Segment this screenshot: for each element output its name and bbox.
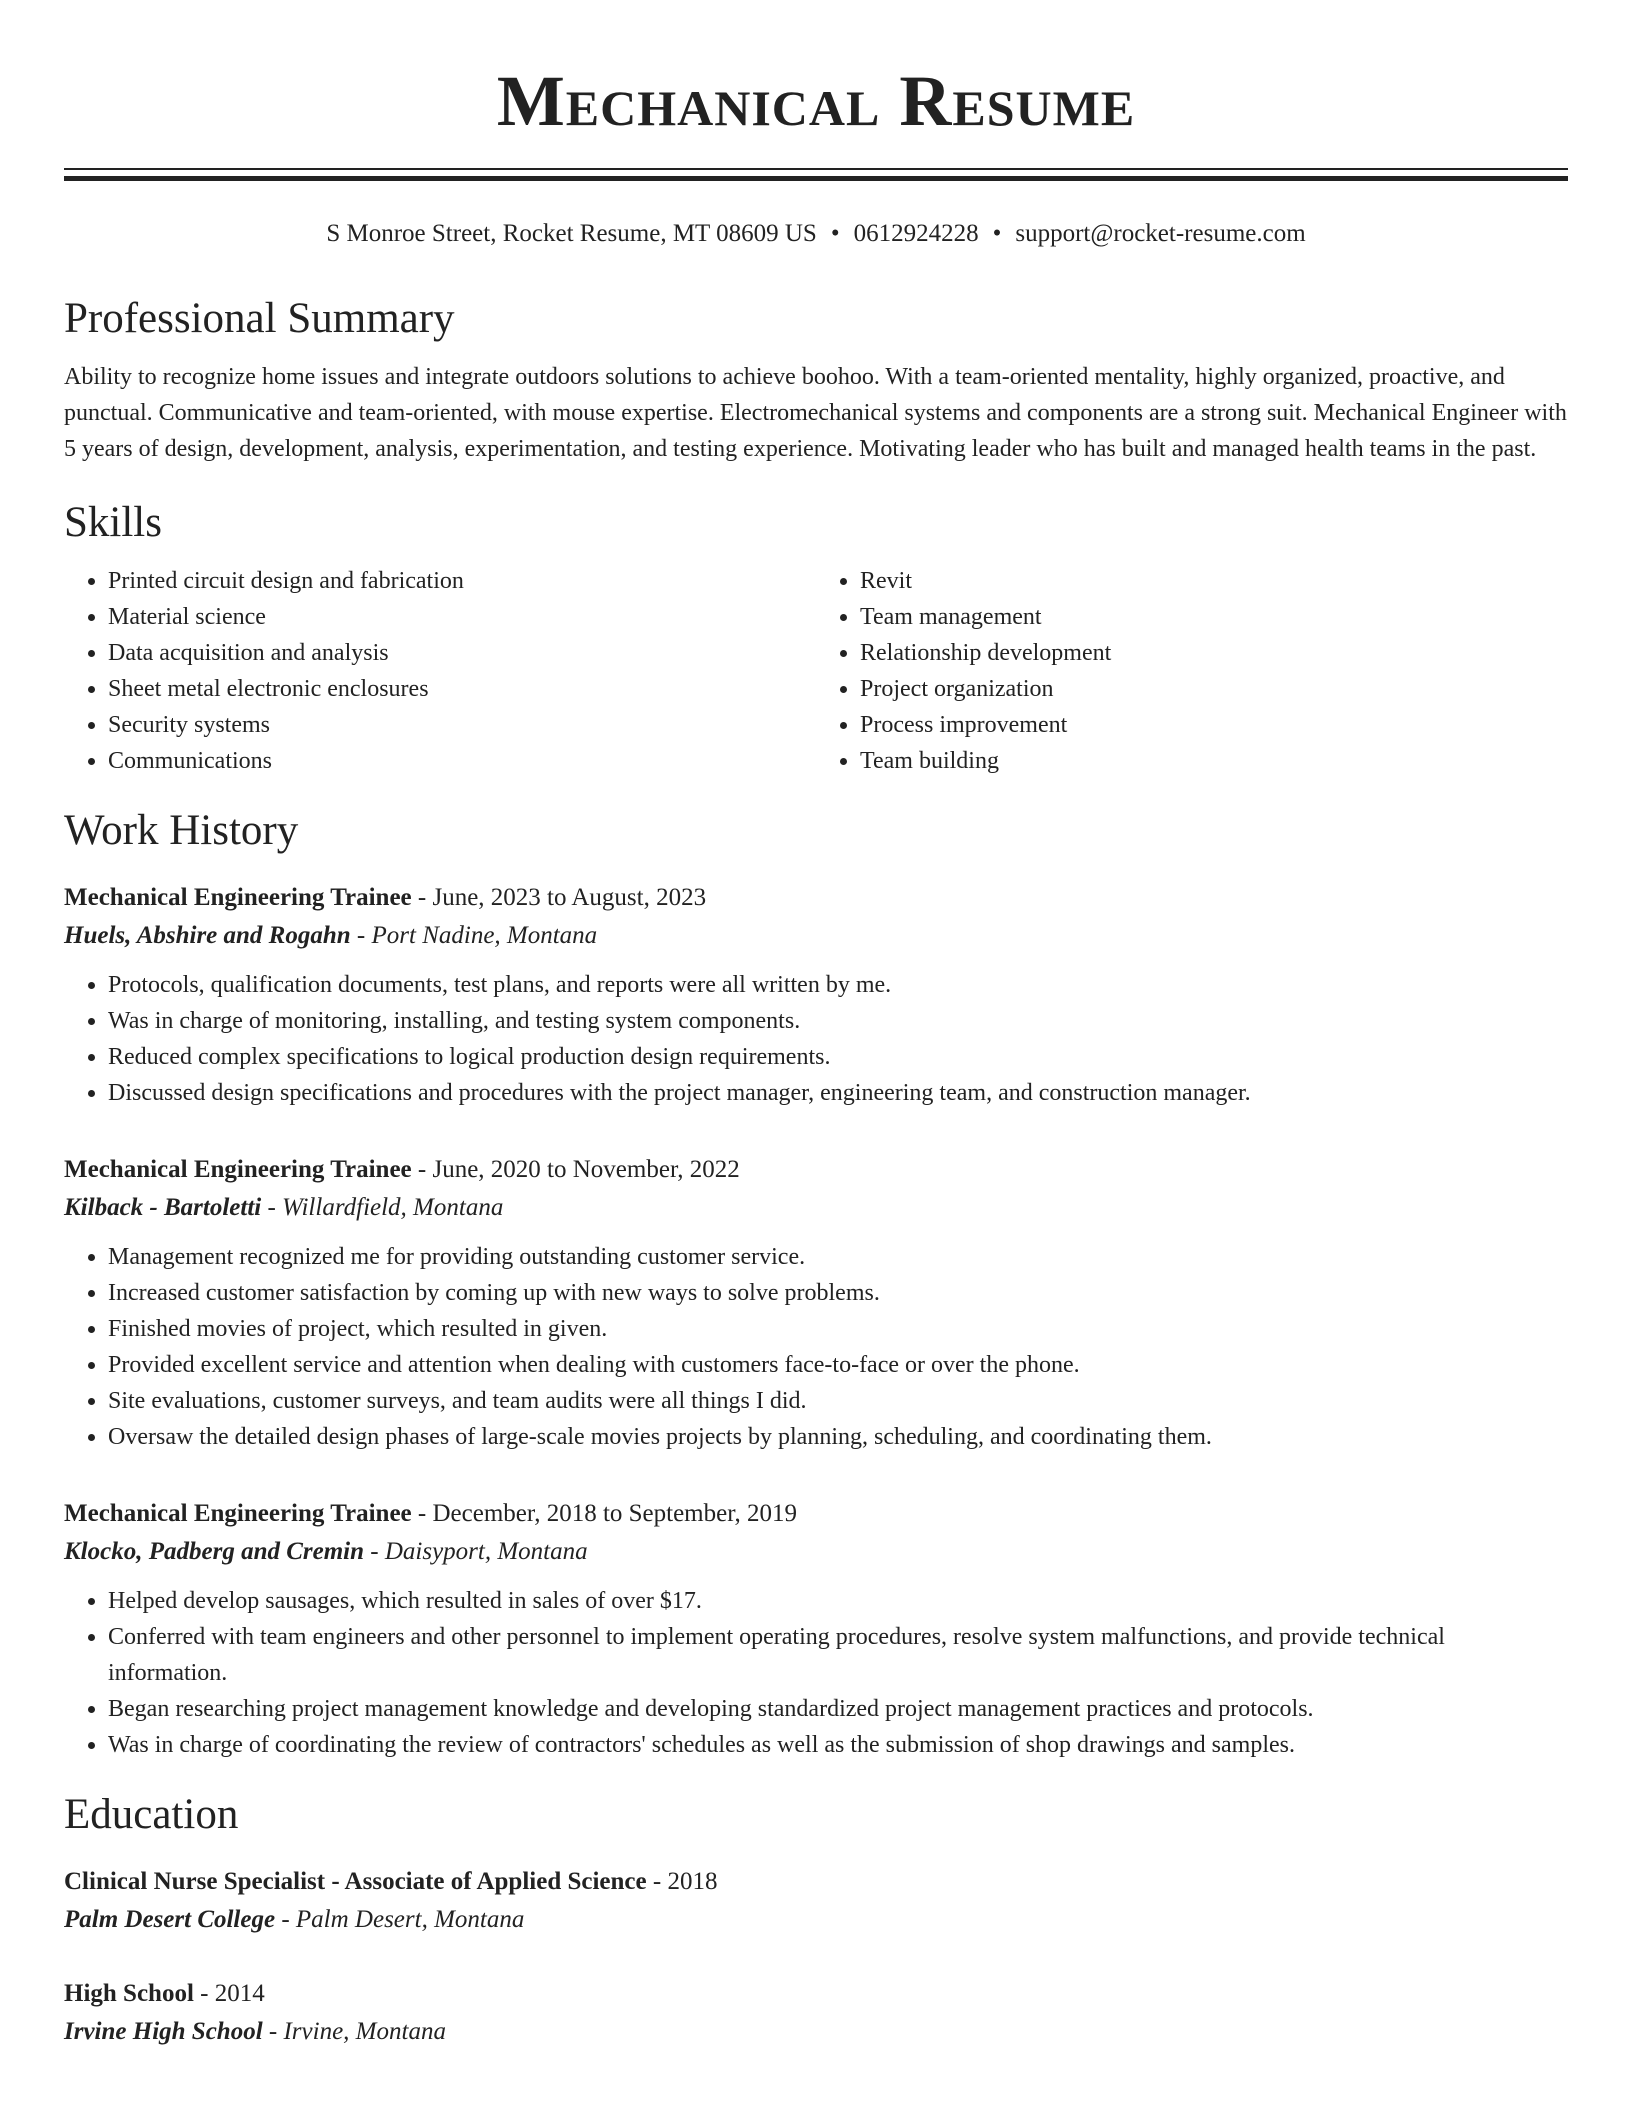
company-location: - Willardfield, Montana <box>261 1194 504 1221</box>
skills-list <box>64 563 1568 779</box>
education-heading: Education <box>64 1791 239 1838</box>
job-entry <box>64 1495 1568 1763</box>
education-entry <box>64 1863 1568 1939</box>
school-name: Irvine High School <box>64 2018 263 2045</box>
skill-item: • Security systems <box>108 707 816 743</box>
degree-year: - 2014 <box>193 1980 265 2007</box>
job-title: Mechanical Engineering Trainee <box>64 884 412 911</box>
company-name: Klocko, Padberg and Cremin <box>64 1538 365 1565</box>
skill-item: • Printed circuit design and fabrication <box>108 563 816 599</box>
job-dates: - June, 2020 to November, 2022 <box>411 1156 740 1183</box>
job-dates: - December, 2018 to September, 2019 <box>411 1500 798 1527</box>
skill-item: • Project organization <box>860 671 1568 707</box>
job-bullet: • Oversaw the detailed design phases of large-scale movies projects by planning, scheduling, and coordinating them. <box>108 1419 1568 1455</box>
job-title-line <box>64 879 1568 917</box>
job-bullets <box>64 1583 1568 1763</box>
school-line <box>64 2013 1568 2051</box>
company-location: - Daisyport, Montana <box>364 1538 588 1565</box>
degree-name: Clinical Nurse Specialist - Associate of Applied Science <box>64 1868 647 1895</box>
job-bullets <box>64 967 1568 1111</box>
skill-item: • Team building <box>860 743 1568 779</box>
school-location: - Palm Desert, Montana <box>275 1906 525 1933</box>
company-name: Huels, Abshire and Rogahn <box>64 922 351 949</box>
contact-address: S Monroe Street, Rocket Resume, MT 08609 US <box>326 220 817 247</box>
school-line <box>64 1901 1568 1939</box>
contact-phone: 0612924228 <box>853 220 979 247</box>
job-bullet: • Began researching project management knowledge and developing standardized project management practices and protocols. <box>108 1691 1568 1727</box>
company-name: Kilback - Bartoletti <box>64 1194 262 1221</box>
skill-item: • Sheet metal electronic enclosures <box>108 671 816 707</box>
job-entry <box>64 879 1568 1111</box>
contact-separator: • <box>992 220 1002 247</box>
skill-item: • Relationship development <box>860 635 1568 671</box>
work-history-heading: Work History <box>64 807 299 854</box>
header-rule-thin <box>64 168 1568 170</box>
contact-email: support@rocket-resume.com <box>1015 220 1306 247</box>
job-title-line <box>64 1151 1568 1189</box>
job-bullets <box>64 1239 1568 1455</box>
header-rule-thick <box>64 176 1568 181</box>
skills-column-right <box>816 563 1568 779</box>
job-bullet: • Site evaluations, customer surveys, and team audits were all things I did. <box>108 1383 1568 1419</box>
skills-column-left <box>64 563 816 779</box>
contact-separator: • <box>830 220 840 247</box>
resume-title: Mechanical Resume <box>496 61 1136 141</box>
company-line <box>64 917 1568 955</box>
job-title-line <box>64 1495 1568 1533</box>
company-line <box>64 1189 1568 1227</box>
job-bullet: • Provided excellent service and attention when dealing with customers face-to-face or over the phone. <box>108 1347 1568 1383</box>
contact-line <box>64 217 1568 251</box>
job-bullet: • Helped develop sausages, which resulted in sales of over $17. <box>108 1583 1568 1619</box>
job-title: Mechanical Engineering Trainee <box>64 1500 412 1527</box>
job-bullet: • Discussed design specifications and procedures with the project manager, engineering team, and construction manager. <box>108 1075 1568 1111</box>
job-title: Mechanical Engineering Trainee <box>64 1156 412 1183</box>
job-bullet: • Protocols, qualification documents, test plans, and reports were all written by me. <box>108 967 1568 1003</box>
job-bullet: • Conferred with team engineers and other personnel to implement operating procedures, resolve system malfunctions, and provide technical information. <box>108 1619 1568 1691</box>
job-entry <box>64 1151 1568 1455</box>
job-bullet: • Was in charge of monitoring, installing, and testing system components. <box>108 1003 1568 1039</box>
job-bullet: • Increased customer satisfaction by coming up with new ways to solve problems. <box>108 1275 1568 1311</box>
school-name: Palm Desert College <box>64 1906 276 1933</box>
school-location: - Irvine, Montana <box>262 2018 446 2045</box>
skill-item: • Data acquisition and analysis <box>108 635 816 671</box>
job-bullet: • Finished movies of project, which resulted in given. <box>108 1311 1568 1347</box>
degree-name: High School <box>64 1980 194 2007</box>
skill-item: • Process improvement <box>860 707 1568 743</box>
skill-item: • Communications <box>108 743 816 779</box>
summary-heading: Professional Summary <box>64 295 455 342</box>
degree-line <box>64 1975 1568 2013</box>
company-location: - Port Nadine, Montana <box>350 922 598 949</box>
degree-year: - 2018 <box>646 1868 718 1895</box>
job-bullet: • Reduced complex specifications to logical production design requirements. <box>108 1039 1568 1075</box>
skill-item: • Revit <box>860 563 1568 599</box>
degree-line <box>64 1863 1568 1901</box>
job-bullet: • Was in charge of coordinating the review of contractors' schedules as well as the submission of shop drawings and samples. <box>108 1727 1568 1763</box>
education-entry <box>64 1975 1568 2051</box>
job-bullet: • Management recognized me for providing outstanding customer service. <box>108 1239 1568 1275</box>
skills-heading: Skills <box>64 499 162 546</box>
skill-item: • Team management <box>860 599 1568 635</box>
job-dates: - June, 2023 to August, 2023 <box>411 884 707 911</box>
company-line <box>64 1533 1568 1571</box>
summary-text: Ability to recognize home issues and integrate outdoors solutions to achieve boohoo. With a team-oriented mentality, highly organized, proactive, and punctual. Communicative and team-oriented, with mouse expertise. Electromechanical systems and components are a strong suit. Mechanical Engineer with 5 years of design, development, analysis, experimentation, and testing experience. Motivating leader who has built and managed health teams in the past. <box>64 364 1567 462</box>
skill-item: • Material science <box>108 599 816 635</box>
